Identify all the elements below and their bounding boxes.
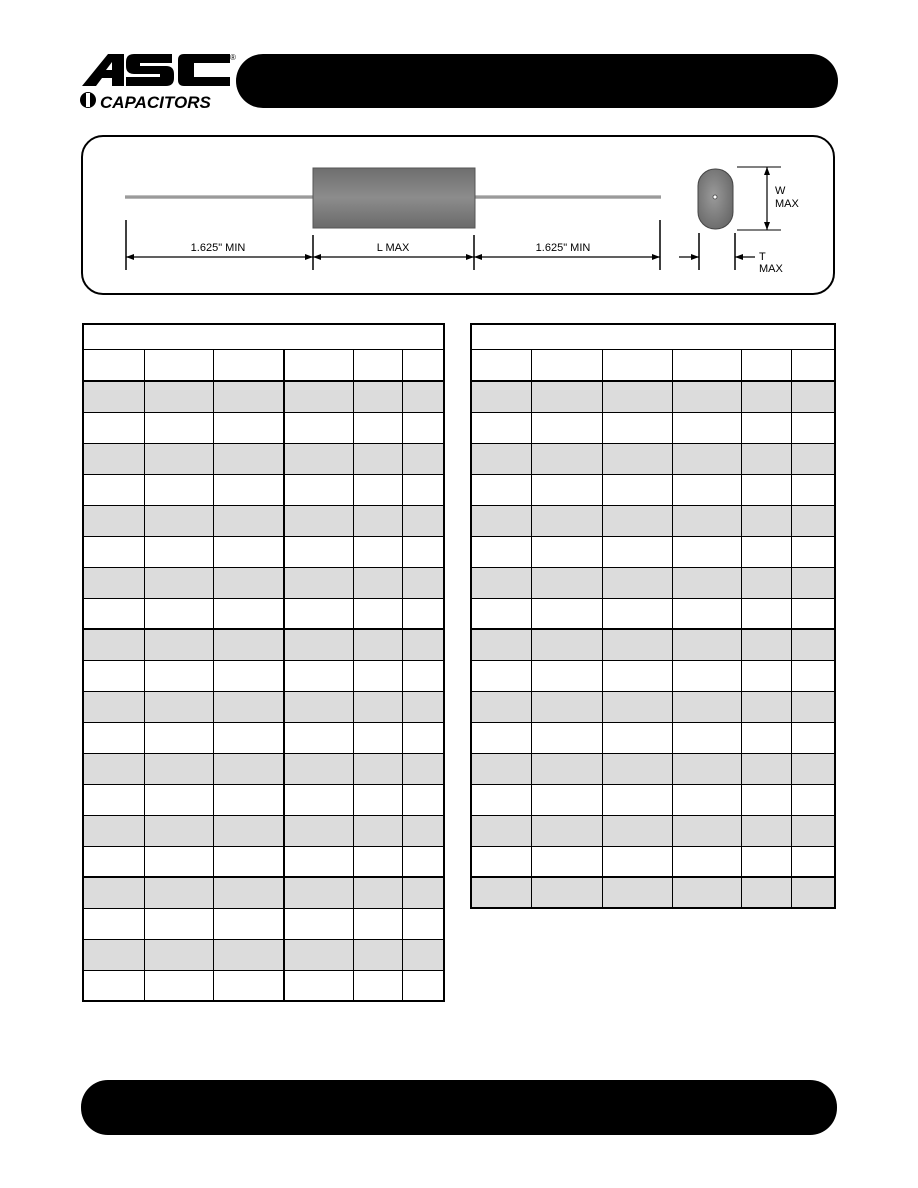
table-cell: [402, 815, 444, 846]
table-cell: [741, 629, 791, 660]
table-cell: [213, 691, 284, 722]
table-cell: [284, 567, 353, 598]
table-cell: [602, 722, 672, 753]
table-row: [83, 970, 444, 1001]
table-cell: [672, 567, 741, 598]
table-cell: [284, 753, 353, 784]
table-cell: [471, 815, 531, 846]
table-cell: [144, 660, 213, 691]
table-cell: [144, 629, 213, 660]
table-cell: [284, 536, 353, 567]
table-cell: [83, 877, 144, 908]
table-cell: [83, 443, 144, 474]
table-cell: [602, 598, 672, 629]
table-cell: [602, 815, 672, 846]
table-cell: [531, 567, 602, 598]
table-cell: [471, 691, 531, 722]
table-cell: [672, 815, 741, 846]
table-cell: [353, 970, 402, 1001]
table-row: [471, 381, 835, 412]
table-cell: [402, 722, 444, 753]
table-cell: [791, 443, 835, 474]
header-cell: [353, 349, 402, 381]
table-cell: [83, 784, 144, 815]
table-cell: [284, 629, 353, 660]
table-cell: [213, 660, 284, 691]
width-label: W: [775, 185, 786, 197]
table-cell: [144, 691, 213, 722]
table-cell: [402, 443, 444, 474]
table-row: [83, 877, 444, 908]
table-cell: [531, 474, 602, 505]
table-cell: [602, 629, 672, 660]
table-cell: [284, 505, 353, 536]
table-cell: [213, 846, 284, 877]
table-cell: [602, 846, 672, 877]
table-cell: [83, 815, 144, 846]
table-cell: [213, 536, 284, 567]
table-cell: [531, 753, 602, 784]
table-cell: [602, 505, 672, 536]
table-cell: [672, 381, 741, 412]
table-cell: [353, 629, 402, 660]
spec-table-left: [82, 323, 445, 1002]
table-cell: [353, 908, 402, 939]
header-cell: [791, 349, 835, 381]
table-cell: [144, 753, 213, 784]
table-cell: [741, 567, 791, 598]
table-cell: [213, 722, 284, 753]
table-row: [83, 660, 444, 691]
table-cell: [213, 815, 284, 846]
table-cell: [602, 877, 672, 908]
table-cell: [353, 660, 402, 691]
header-bar: [236, 54, 838, 108]
table-cell: [144, 505, 213, 536]
capacitor-dimension-drawing: [81, 135, 837, 297]
table-cell: [353, 443, 402, 474]
registered-mark: ®: [230, 53, 236, 62]
table-cell: [602, 412, 672, 443]
table-cell: [83, 970, 144, 1001]
table-cell: [353, 939, 402, 970]
table-row: [83, 908, 444, 939]
table-cell: [83, 753, 144, 784]
table-cell: [284, 660, 353, 691]
table-cell: [791, 784, 835, 815]
table-row: [83, 381, 444, 412]
logo-capacitors-text: CAPACITORS: [100, 93, 211, 112]
table-row: [471, 567, 835, 598]
table-header-row: [471, 349, 835, 381]
table-cell: [602, 784, 672, 815]
table-cell: [83, 846, 144, 877]
table-cell: [284, 970, 353, 1001]
table-cell: [471, 722, 531, 753]
table-cell: [672, 443, 741, 474]
table-cell: [213, 567, 284, 598]
table-row: [83, 753, 444, 784]
table-cell: [353, 567, 402, 598]
table-cell: [672, 846, 741, 877]
table-cell: [741, 722, 791, 753]
table-cell: [353, 505, 402, 536]
table-cell: [402, 877, 444, 908]
table-cell: [213, 412, 284, 443]
header-cell: [402, 349, 444, 381]
table-cell: [602, 567, 672, 598]
table-cell: [672, 598, 741, 629]
table-cell: [83, 536, 144, 567]
lead-left-dimension: 1.625" MIN: [190, 242, 246, 254]
table-cell: [353, 691, 402, 722]
table-cell: [741, 474, 791, 505]
table-cell: [213, 598, 284, 629]
table-cell: [791, 815, 835, 846]
table-row: [83, 598, 444, 629]
table-cell: [144, 815, 213, 846]
table-cell: [531, 660, 602, 691]
table-row: [83, 691, 444, 722]
table-cell: [284, 443, 353, 474]
table-cell: [672, 412, 741, 443]
table-cell: [791, 505, 835, 536]
table-cell: [471, 629, 531, 660]
table-cell: [83, 722, 144, 753]
table-cell: [144, 381, 213, 412]
table-cell: [402, 784, 444, 815]
table-row: [471, 877, 835, 908]
table-cell: [213, 753, 284, 784]
table-cell: [602, 381, 672, 412]
table-cell: [353, 412, 402, 443]
table-cell: [741, 660, 791, 691]
header-cell: [672, 349, 741, 381]
table-cell: [672, 660, 741, 691]
table-cell: [353, 815, 402, 846]
table-cell: [672, 629, 741, 660]
table-cell: [284, 474, 353, 505]
table-cell: [791, 846, 835, 877]
table-row: [83, 412, 444, 443]
table-cell: [471, 474, 531, 505]
table-cell: [83, 908, 144, 939]
table-cell: [531, 877, 602, 908]
table-cell: [284, 784, 353, 815]
table-cell: [284, 722, 353, 753]
table-cell: [402, 846, 444, 877]
table-title-row: [83, 324, 444, 349]
table-cell: [144, 908, 213, 939]
table-cell: [284, 908, 353, 939]
table-cell: [284, 381, 353, 412]
table-row: [83, 536, 444, 567]
table-cell: [402, 939, 444, 970]
table-cell: [402, 536, 444, 567]
table-cell: [144, 474, 213, 505]
table-cell: [471, 412, 531, 443]
table-row: [471, 691, 835, 722]
table-cell: [83, 412, 144, 443]
table-cell: [353, 784, 402, 815]
table-row: [471, 474, 835, 505]
header-cell: [741, 349, 791, 381]
table-cell: [531, 691, 602, 722]
table-row: [471, 412, 835, 443]
table-cell: [672, 722, 741, 753]
table-cell: [602, 753, 672, 784]
table-cell: [471, 567, 531, 598]
table-cell: [402, 629, 444, 660]
table-cell: [402, 691, 444, 722]
table-cell: [83, 691, 144, 722]
table-cell: [531, 784, 602, 815]
table-cell: [213, 908, 284, 939]
table-cell: [83, 381, 144, 412]
table-cell: [402, 908, 444, 939]
table-cell: [144, 784, 213, 815]
lead-right: [473, 195, 661, 199]
table-cell: [83, 567, 144, 598]
thickness-label: T: [759, 251, 766, 263]
table-cell: [672, 784, 741, 815]
table-cell: [791, 753, 835, 784]
table-row: [83, 629, 444, 660]
table-cell: [284, 691, 353, 722]
table-title-row: [471, 324, 835, 349]
table-row: [471, 846, 835, 877]
header-cell: [471, 349, 531, 381]
table-row: [83, 443, 444, 474]
table-cell: [741, 815, 791, 846]
table-title: [471, 324, 835, 349]
table-cell: [284, 877, 353, 908]
spec-table-right: [470, 323, 836, 909]
lead-left: [125, 195, 315, 199]
table-cell: [213, 877, 284, 908]
table-cell: [144, 877, 213, 908]
table-cell: [471, 753, 531, 784]
table-cell: [353, 598, 402, 629]
table-cell: [791, 660, 835, 691]
table-row: [471, 753, 835, 784]
table-row: [83, 939, 444, 970]
table-cell: [471, 381, 531, 412]
table-cell: [791, 536, 835, 567]
table-cell: [741, 536, 791, 567]
table-cell: [353, 722, 402, 753]
table-cell: [531, 846, 602, 877]
table-cell: [213, 629, 284, 660]
table-cell: [672, 505, 741, 536]
table-cell: [791, 381, 835, 412]
table-cell: [284, 598, 353, 629]
header-cell: [83, 349, 144, 381]
table-row: [471, 505, 835, 536]
table-row: [471, 660, 835, 691]
header-cell: [531, 349, 602, 381]
table-cell: [672, 753, 741, 784]
header-cell: [144, 349, 213, 381]
table-cell: [213, 970, 284, 1001]
table-cell: [353, 753, 402, 784]
table-cell: [144, 536, 213, 567]
table-row: [83, 505, 444, 536]
table-cell: [741, 412, 791, 443]
table-cell: [741, 505, 791, 536]
table-cell: [402, 474, 444, 505]
table-cell: [531, 629, 602, 660]
table-row: [471, 629, 835, 660]
body-length-dimension: L MAX: [376, 242, 410, 254]
table-cell: [471, 443, 531, 474]
table-cell: [83, 474, 144, 505]
table-cell: [602, 474, 672, 505]
capacitor-body: [313, 168, 475, 228]
table-cell: [353, 846, 402, 877]
thickness-max-label: MAX: [759, 263, 783, 275]
table-cell: [284, 939, 353, 970]
table-cell: [284, 815, 353, 846]
table-cell: [471, 505, 531, 536]
table-row: [471, 536, 835, 567]
table-cell: [672, 536, 741, 567]
table-cell: [741, 381, 791, 412]
table-cell: [402, 753, 444, 784]
table-row: [471, 815, 835, 846]
table-cell: [83, 660, 144, 691]
table-cell: [284, 412, 353, 443]
table-cell: [213, 381, 284, 412]
footer-bar: [81, 1080, 837, 1135]
table-cell: [791, 474, 835, 505]
table-cell: [672, 691, 741, 722]
table-cell: [791, 629, 835, 660]
width-max-label: MAX: [775, 198, 799, 210]
table-cell: [531, 443, 602, 474]
table-header-row: [83, 349, 444, 381]
table-row: [83, 846, 444, 877]
table-cell: [531, 722, 602, 753]
table-cell: [672, 877, 741, 908]
table-cell: [471, 877, 531, 908]
table-cell: [83, 505, 144, 536]
table-cell: [602, 691, 672, 722]
table-cell: [402, 598, 444, 629]
table-cell: [531, 815, 602, 846]
table-cell: [144, 939, 213, 970]
table-cell: [602, 536, 672, 567]
table-cell: [672, 474, 741, 505]
table-cell: [402, 381, 444, 412]
table-title: [83, 324, 444, 349]
table-cell: [213, 505, 284, 536]
table-cell: [791, 412, 835, 443]
table-cell: [741, 877, 791, 908]
table-cell: [353, 381, 402, 412]
table-row: [83, 722, 444, 753]
table-cell: [531, 381, 602, 412]
table-cell: [791, 598, 835, 629]
table-cell: [791, 877, 835, 908]
table-cell: [741, 784, 791, 815]
table-cell: [531, 412, 602, 443]
table-cell: [741, 846, 791, 877]
table-cell: [144, 722, 213, 753]
table-cell: [144, 846, 213, 877]
table-cell: [144, 567, 213, 598]
table-cell: [471, 846, 531, 877]
table-cell: [602, 443, 672, 474]
table-cell: [83, 939, 144, 970]
table-row: [83, 815, 444, 846]
table-row: [471, 598, 835, 629]
table-cell: [402, 567, 444, 598]
table-cell: [791, 567, 835, 598]
table-row: [83, 784, 444, 815]
table-row: [471, 784, 835, 815]
asc-capacitors-logo: [80, 50, 240, 112]
lead-right-dimension: 1.625" MIN: [535, 242, 591, 254]
table-cell: [471, 660, 531, 691]
table-cell: [83, 598, 144, 629]
header-cell: [284, 349, 353, 381]
table-cell: [531, 505, 602, 536]
table-cell: [471, 536, 531, 567]
table-cell: [144, 443, 213, 474]
table-cell: [213, 474, 284, 505]
table-cell: [741, 443, 791, 474]
table-cell: [741, 753, 791, 784]
table-cell: [741, 691, 791, 722]
table-cell: [402, 970, 444, 1001]
table-cell: [471, 598, 531, 629]
table-cell: [791, 722, 835, 753]
header-cell: [213, 349, 284, 381]
table-cell: [791, 691, 835, 722]
table-cell: [353, 474, 402, 505]
table-cell: [353, 877, 402, 908]
table-cell: [602, 660, 672, 691]
table-row: [83, 567, 444, 598]
table-row: [471, 722, 835, 753]
table-cell: [402, 412, 444, 443]
table-cell: [531, 598, 602, 629]
table-cell: [144, 412, 213, 443]
table-cell: [353, 536, 402, 567]
table-cell: [144, 598, 213, 629]
table-cell: [741, 598, 791, 629]
table-row: [471, 443, 835, 474]
table-cell: [83, 629, 144, 660]
table-row: [83, 474, 444, 505]
table-cell: [402, 660, 444, 691]
table-cell: [213, 443, 284, 474]
header-cell: [602, 349, 672, 381]
table-cell: [213, 784, 284, 815]
table-cell: [402, 505, 444, 536]
table-cell: [531, 536, 602, 567]
table-cell: [284, 846, 353, 877]
table-cell: [471, 784, 531, 815]
table-cell: [144, 970, 213, 1001]
table-cell: [213, 939, 284, 970]
